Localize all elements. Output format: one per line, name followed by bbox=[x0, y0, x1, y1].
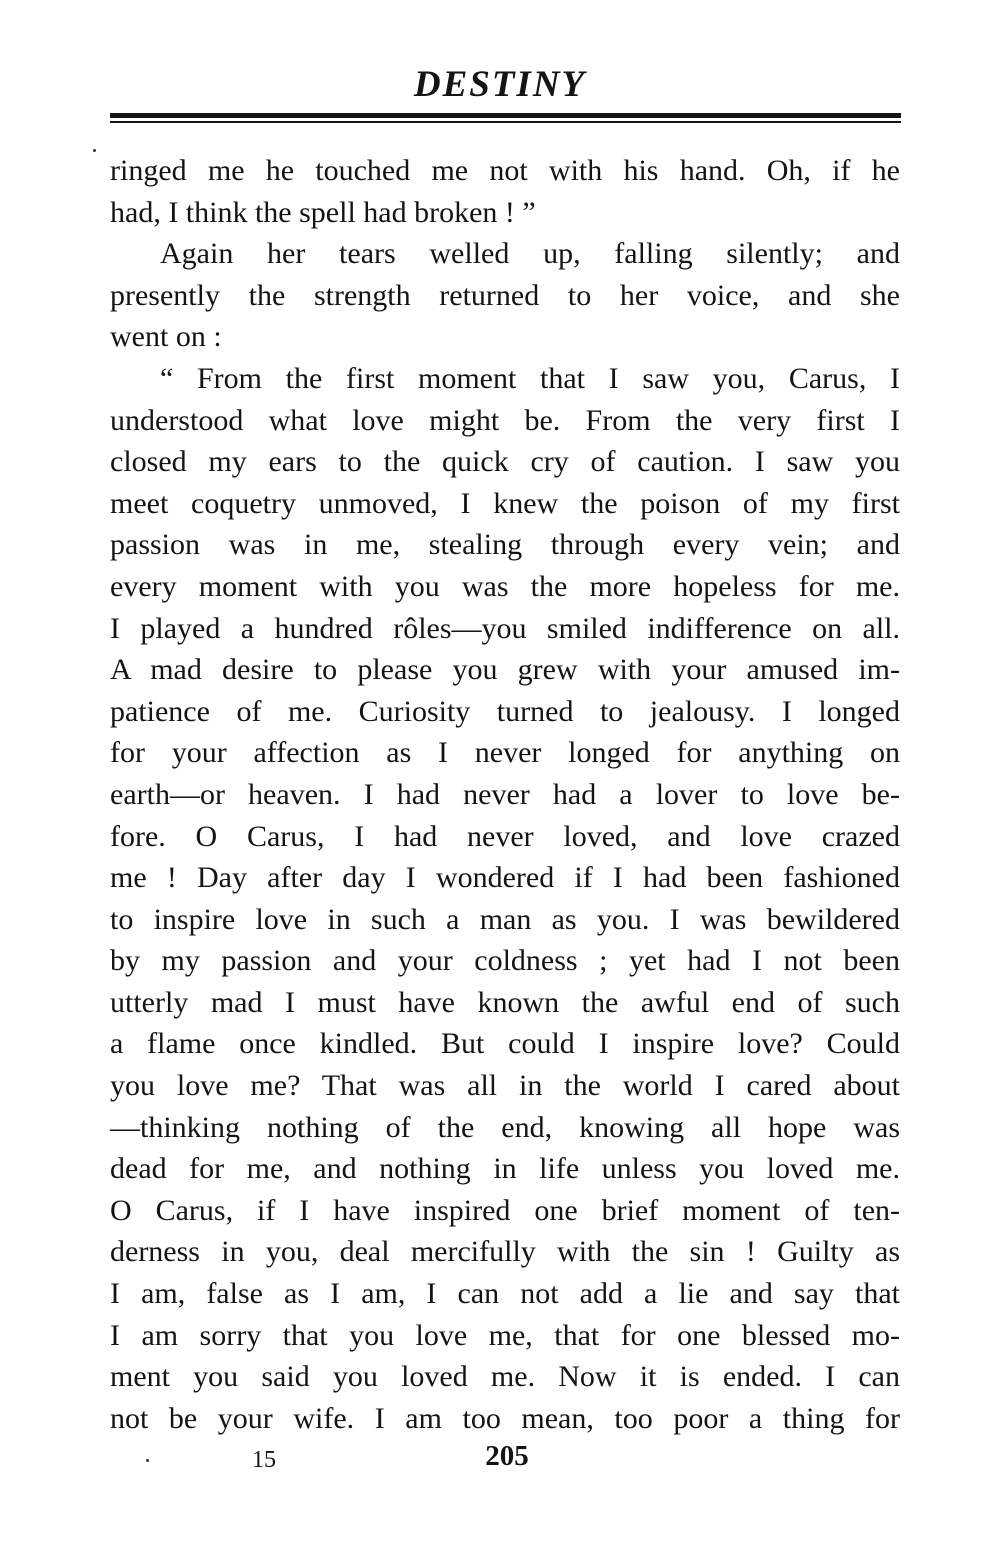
text-line: me ! Day after day I wondered if I had been fashioned bbox=[110, 861, 900, 895]
text-line: by my passion and your coldness ; yet had I not been bbox=[110, 944, 900, 978]
text-line: —thinking nothing of the end, knowing all hope was bbox=[110, 1110, 900, 1144]
page-number: 205 bbox=[485, 1440, 529, 1472]
text-line: utterly mad I must have known the awful end of such bbox=[110, 985, 900, 1019]
text-line: ringed me he touched me not with his hand. Oh, if he bbox=[110, 154, 900, 187]
text-line: every moment with you was the more hopeless for me. bbox=[110, 569, 900, 603]
text-line: passion was in me, stealing through every vein; and bbox=[110, 528, 900, 562]
text-line: closed my ears to the quick cry of caution. I saw you bbox=[110, 445, 900, 479]
text-line: you love me? That was all in the world I cared about bbox=[110, 1069, 900, 1103]
signature-mark: 15 bbox=[252, 1447, 276, 1473]
text-line: I am sorry that you love me, that for one blessed mo- bbox=[110, 1318, 900, 1352]
text-line: patience of me. Curiosity turned to jealousy. I longed bbox=[110, 694, 900, 728]
text-line: derness in you, deal mercifully with the sin ! Guilty as bbox=[110, 1235, 900, 1269]
text-line: O Carus, if I have inspired one brief moment of ten- bbox=[110, 1193, 900, 1227]
text-line: earth—or heaven. I had never had a lover to love be- bbox=[110, 777, 900, 811]
running-head-title: DESTINY bbox=[413, 64, 587, 105]
text-line: understood what love might be. From the very first I bbox=[110, 403, 900, 437]
header-rule-thin bbox=[110, 121, 901, 123]
text-line: A mad desire to please you grew with your amused im- bbox=[110, 653, 900, 687]
text-line: I played a hundred rôles—you smiled indifference on all. bbox=[110, 611, 900, 645]
text-line: a flame once kindled. But could I inspire love? Could bbox=[110, 1027, 900, 1061]
text-line: I am, false as I am, I can not add a lie and say that bbox=[110, 1277, 900, 1311]
text-line: Again her tears welled up, falling silently; and bbox=[160, 237, 900, 271]
text-line: fore. O Carus, I had never loved, and love crazed bbox=[110, 819, 900, 853]
text-line: for your affection as I never longed for anything on bbox=[110, 736, 900, 770]
text-line: went on : bbox=[110, 320, 222, 354]
header-rule-thick bbox=[110, 113, 901, 118]
text-line: ment you said you loved me. Now it is ended. I can bbox=[110, 1360, 900, 1394]
body-text bbox=[110, 150, 900, 1439]
text-line: dead for me, and nothing in life unless you loved me. bbox=[110, 1152, 900, 1186]
text-line: to inspire love in such a man as you. I was bewildered bbox=[110, 902, 900, 936]
print-speck bbox=[93, 149, 96, 152]
text-line: not be your wife. I am too mean, too poor a thing for bbox=[110, 1401, 900, 1435]
text-line: meet coquetry unmoved, I knew the poison of my first bbox=[110, 486, 900, 520]
text-line: had, I think the spell had broken ! ” bbox=[110, 195, 536, 229]
text-line: presently the strength returned to her voice, and she bbox=[110, 278, 900, 312]
text-line: “ From the first moment that I saw you, Carus, I bbox=[160, 361, 900, 395]
